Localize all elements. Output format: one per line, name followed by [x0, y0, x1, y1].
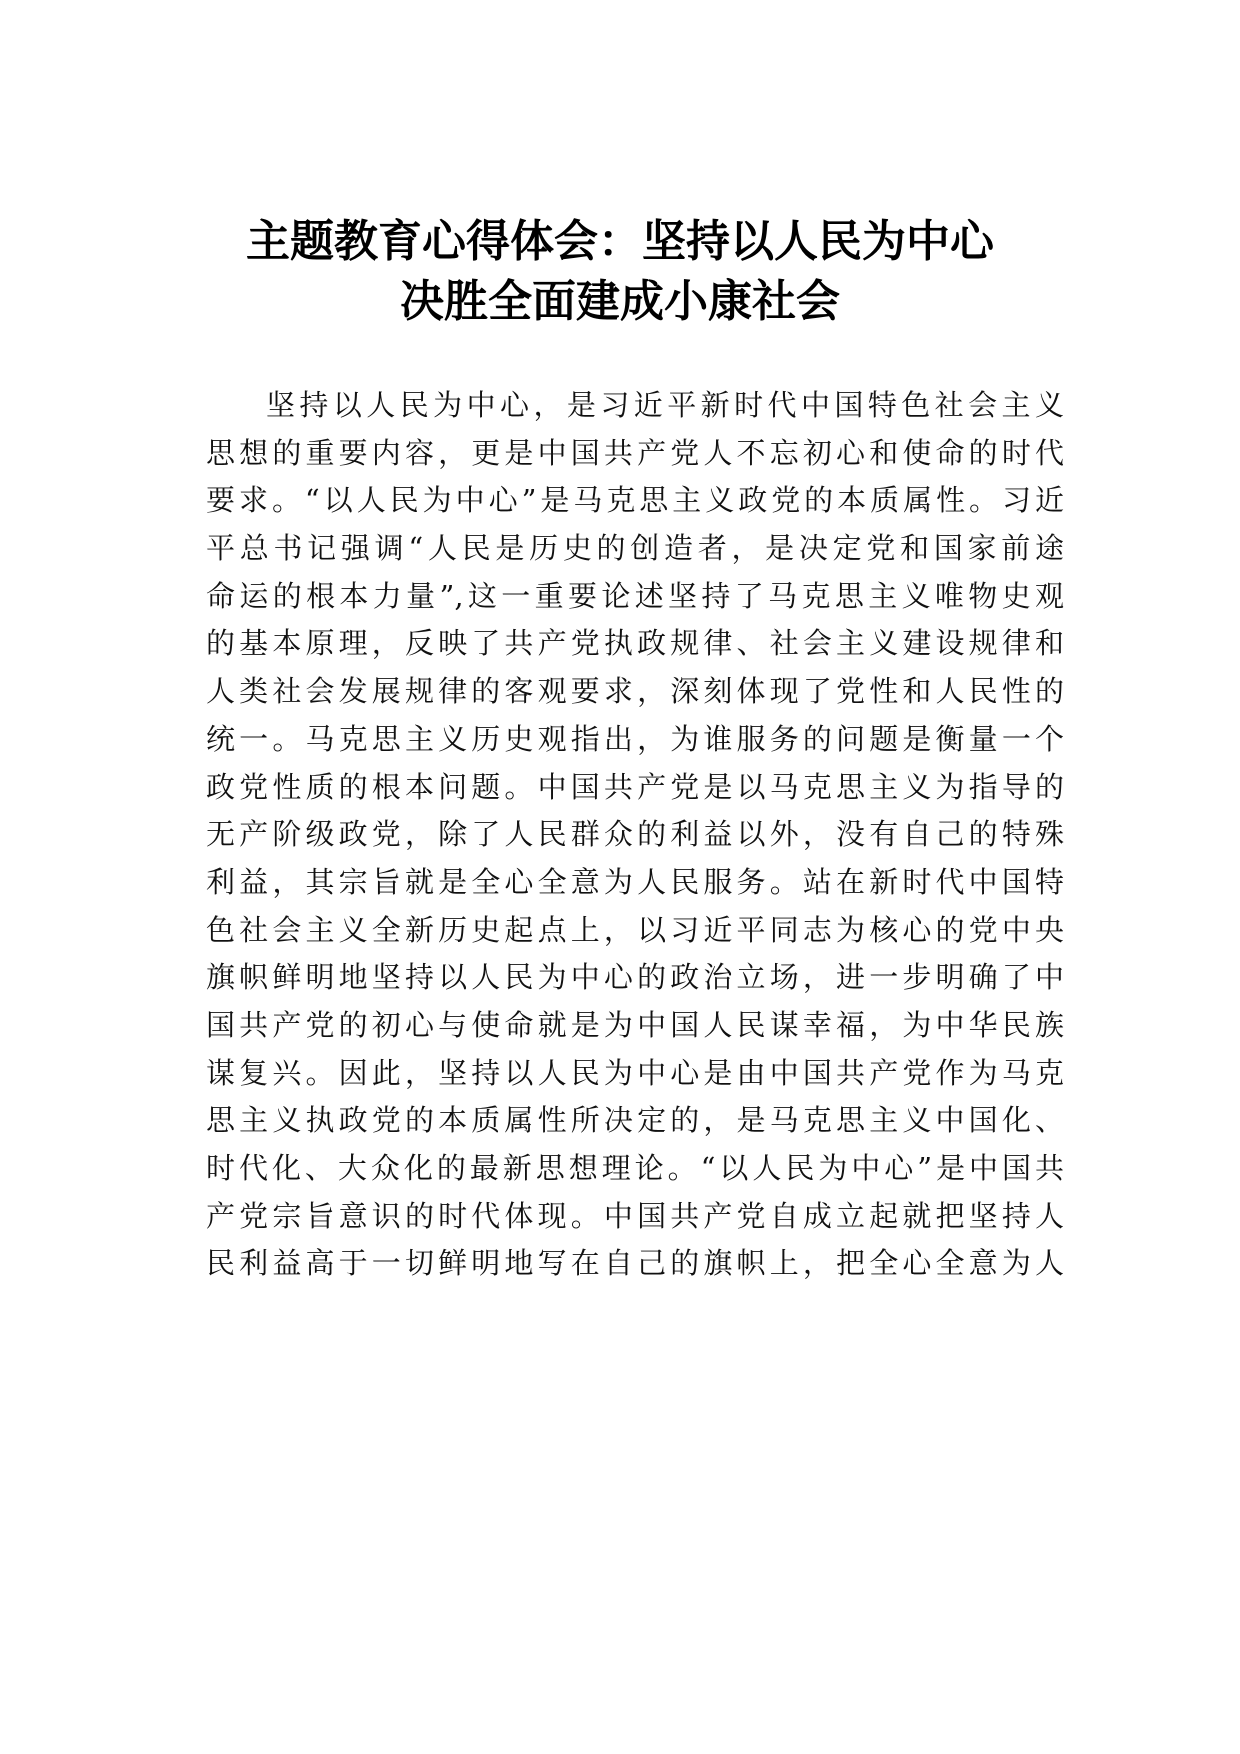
body-line: 时代化、大众化的最新思想理论。“以人民为中心”是中国共: [206, 1151, 1064, 1185]
body-line: 人类社会发展规律的客观要求，深刻体现了党性和人民性的: [206, 674, 1064, 709]
body-line: 旗帜鲜明地坚持以人民为中心的政治立场，进一步明确了中: [206, 960, 1064, 995]
body-line: 政党性质的根本问题。中国共产党是以马克思主义为指导的: [206, 769, 1064, 804]
body-line: 命运的根本力量”,这一重要论述坚持了马克思主义唯物史观: [206, 578, 1064, 613]
title-line-2: 决胜全面建成小康社会: [400, 276, 840, 327]
body-line: 坚持以人民为中心，是习近平新时代中国特色社会主义: [266, 388, 1064, 422]
body-line: 谋复兴。因此，坚持以人民为中心是由中国共产党作为马克: [206, 1055, 1064, 1090]
body-line: 利益，其宗旨就是全心全意为人民服务。站在新时代中国特: [206, 864, 1064, 899]
body-line: 思主义执政党的本质属性所决定的，是马克思主义中国化、: [206, 1103, 1064, 1138]
document-title: [0, 212, 1240, 332]
body-line: 色社会主义全新历史起点上，以习近平同志为核心的党中央: [206, 912, 1064, 947]
body-line: 要求。“以人民为中心”是马克思主义政党的本质属性。习近: [206, 483, 1064, 518]
title-line-1: 主题教育心得体会：坚持以人民为中心: [246, 216, 994, 267]
body-line: 的基本原理，反映了共产党执政规律、社会主义建设规律和: [206, 626, 1064, 661]
document-body: [206, 382, 1064, 1288]
body-line: 国共产党的初心与使命就是为中国人民谋幸福，为中华民族: [206, 1007, 1064, 1042]
body-line: 统一。马克思主义历史观指出，为谁服务的问题是衡量一个: [206, 721, 1064, 756]
body-line: 平总书记强调“人民是历史的创造者，是决定党和国家前途: [206, 531, 1064, 566]
body-line: 思想的重要内容，更是中国共产党人不忘初心和使命的时代: [206, 435, 1064, 470]
body-line: 民利益高于一切鲜明地写在自己的旗帜上，把全心全意为人: [206, 1246, 1064, 1281]
body-line: 产党宗旨意识的时代体现。中国共产党自成立起就把坚持人: [206, 1198, 1064, 1233]
body-line: 无产阶级政党，除了人民群众的利益以外，没有自己的特殊: [206, 817, 1064, 852]
